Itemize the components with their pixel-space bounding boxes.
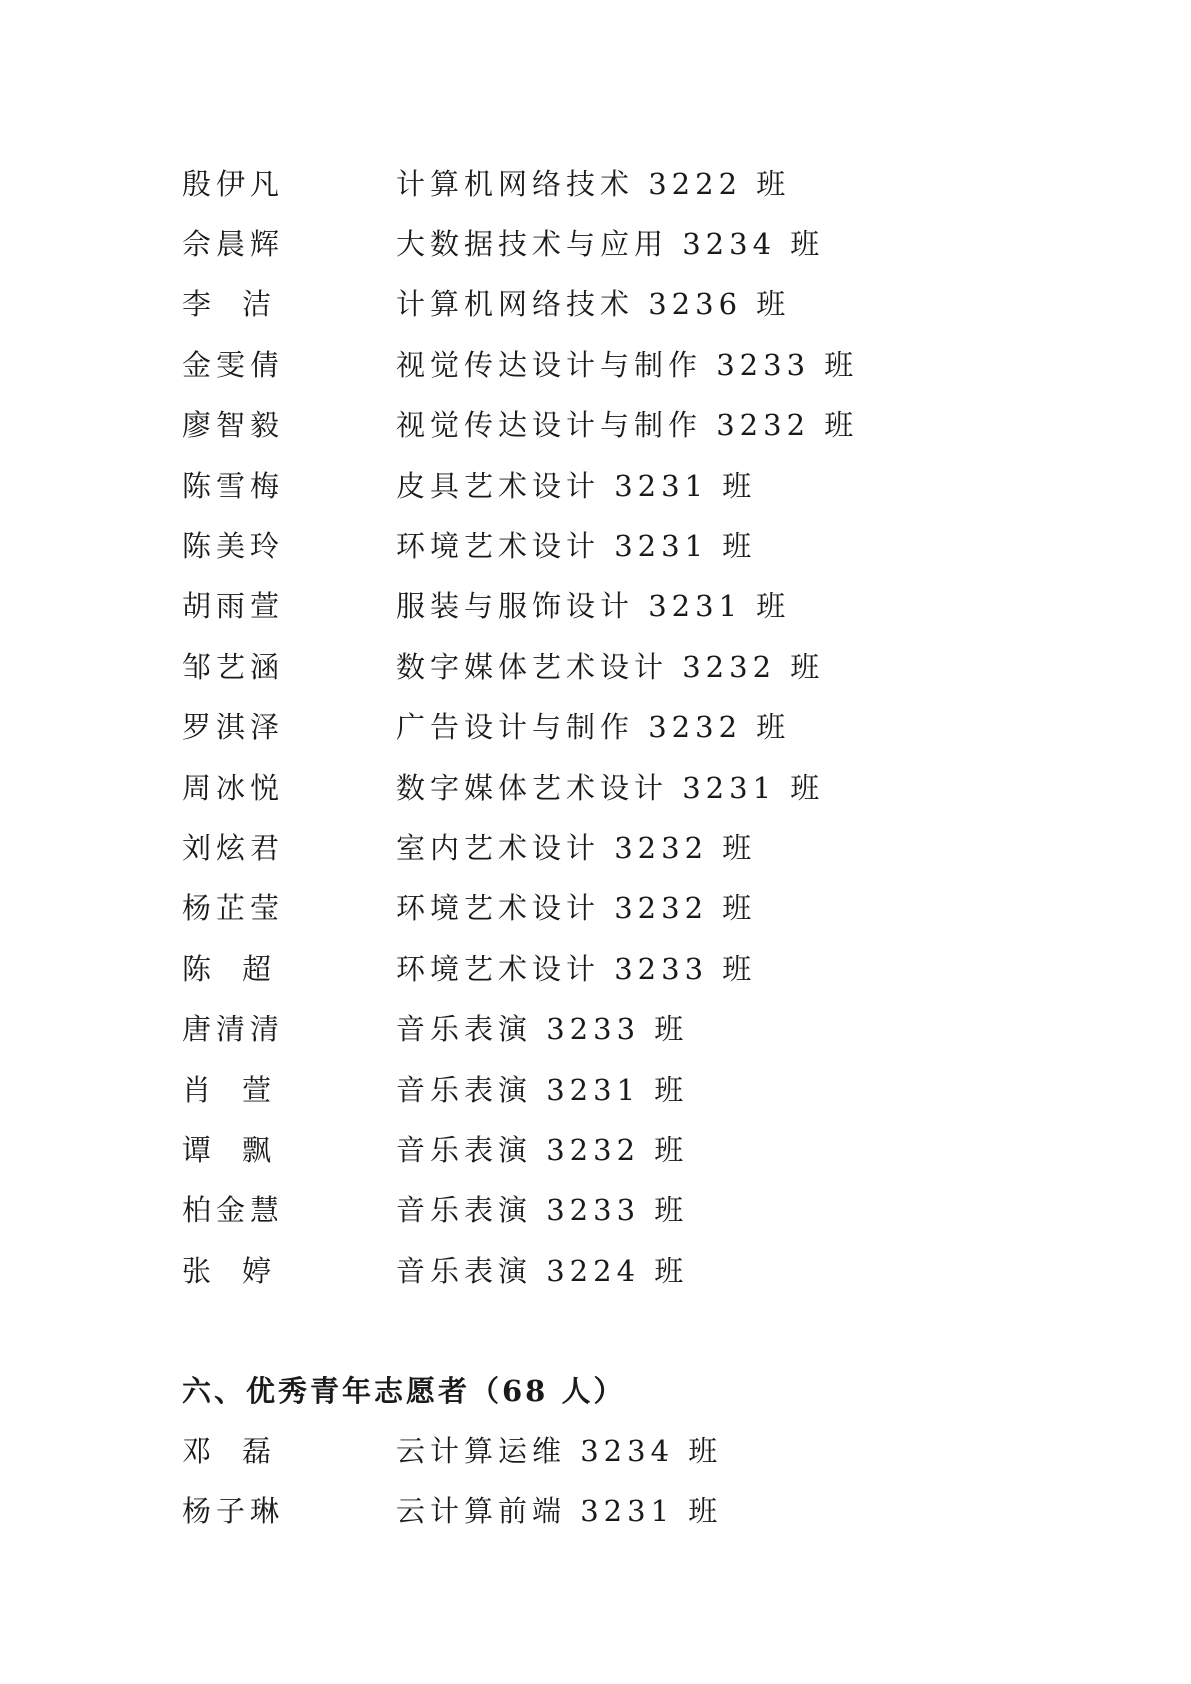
student-name: 廖智毅 [182, 408, 285, 443]
student-name: 邹艺涵 [182, 649, 285, 684]
class-name: 计算机网络技术 3222 班 [396, 166, 791, 201]
class-name: 环境艺术设计 3233 班 [396, 951, 757, 986]
class-name: 数字媒体艺术设计 3231 班 [396, 770, 825, 805]
student-name: 陈雪梅 [182, 468, 285, 503]
list-item [182, 877, 1082, 937]
class-name: 音乐表演 3232 班 [396, 1132, 689, 1167]
list-item [182, 696, 1082, 756]
list-item [182, 394, 1082, 454]
list-item [182, 1239, 1082, 1299]
class-name: 广告设计与制作 3232 班 [396, 710, 791, 745]
list-item [182, 635, 1082, 695]
student-name: 张 婷 [182, 1253, 276, 1288]
list-item [182, 1118, 1082, 1178]
student-name: 柏金慧 [182, 1193, 285, 1228]
student-name: 杨芷莹 [182, 891, 285, 926]
class-name: 音乐表演 3233 班 [396, 1193, 689, 1228]
class-name: 皮具艺术设计 3231 班 [396, 468, 757, 503]
class-name: 计算机网络技术 3236 班 [396, 287, 791, 322]
list-item [182, 1179, 1082, 1239]
class-name: 音乐表演 3231 班 [396, 1072, 689, 1107]
student-name: 邓 磊 [182, 1433, 276, 1468]
student-name: 陈美玲 [182, 529, 285, 564]
class-name: 云计算运维 3234 班 [396, 1433, 723, 1468]
student-name: 谭 飘 [182, 1132, 276, 1167]
student-name: 罗淇泽 [182, 710, 285, 745]
class-name: 视觉传达设计与制作 3232 班 [396, 408, 859, 443]
list-item [182, 1058, 1082, 1118]
list-item [182, 454, 1082, 514]
list-item [182, 273, 1082, 333]
class-name: 视觉传达设计与制作 3233 班 [396, 347, 859, 382]
student-name: 杨子琳 [182, 1494, 285, 1529]
volunteer-list [182, 1419, 1082, 1540]
student-name: 殷伊凡 [182, 166, 285, 201]
list-item [182, 816, 1082, 876]
student-name: 周冰悦 [182, 770, 285, 805]
student-name: 胡雨萱 [182, 589, 285, 624]
list-item [182, 152, 1082, 212]
student-name: 陈 超 [182, 951, 276, 986]
student-name: 金雯倩 [182, 347, 285, 382]
class-name: 室内艺术设计 3232 班 [396, 830, 757, 865]
class-name: 音乐表演 3224 班 [396, 1253, 689, 1288]
student-name: 李 洁 [182, 287, 276, 322]
list-item [182, 1479, 1082, 1539]
list-item [182, 575, 1082, 635]
class-name: 云计算前端 3231 班 [396, 1494, 723, 1529]
list-item [182, 937, 1082, 997]
student-name: 佘晨辉 [182, 227, 285, 262]
section-heading: 六、优秀青年志愿者（68 人） [182, 1373, 626, 1408]
list-item [182, 212, 1082, 272]
list-item [182, 1419, 1082, 1479]
list-item [182, 997, 1082, 1057]
award-list [182, 152, 1082, 1299]
class-name: 音乐表演 3233 班 [396, 1012, 689, 1047]
student-name: 唐清清 [182, 1012, 285, 1047]
list-item [182, 756, 1082, 816]
class-name: 环境艺术设计 3231 班 [396, 529, 757, 564]
student-name: 肖 萱 [182, 1072, 276, 1107]
student-name: 刘炫君 [182, 830, 285, 865]
class-name: 服装与服饰设计 3231 班 [396, 589, 791, 624]
list-item [182, 514, 1082, 574]
class-name: 环境艺术设计 3232 班 [396, 891, 757, 926]
class-name: 大数据技术与应用 3234 班 [396, 227, 825, 262]
class-name: 数字媒体艺术设计 3232 班 [396, 649, 825, 684]
list-item [182, 333, 1082, 393]
